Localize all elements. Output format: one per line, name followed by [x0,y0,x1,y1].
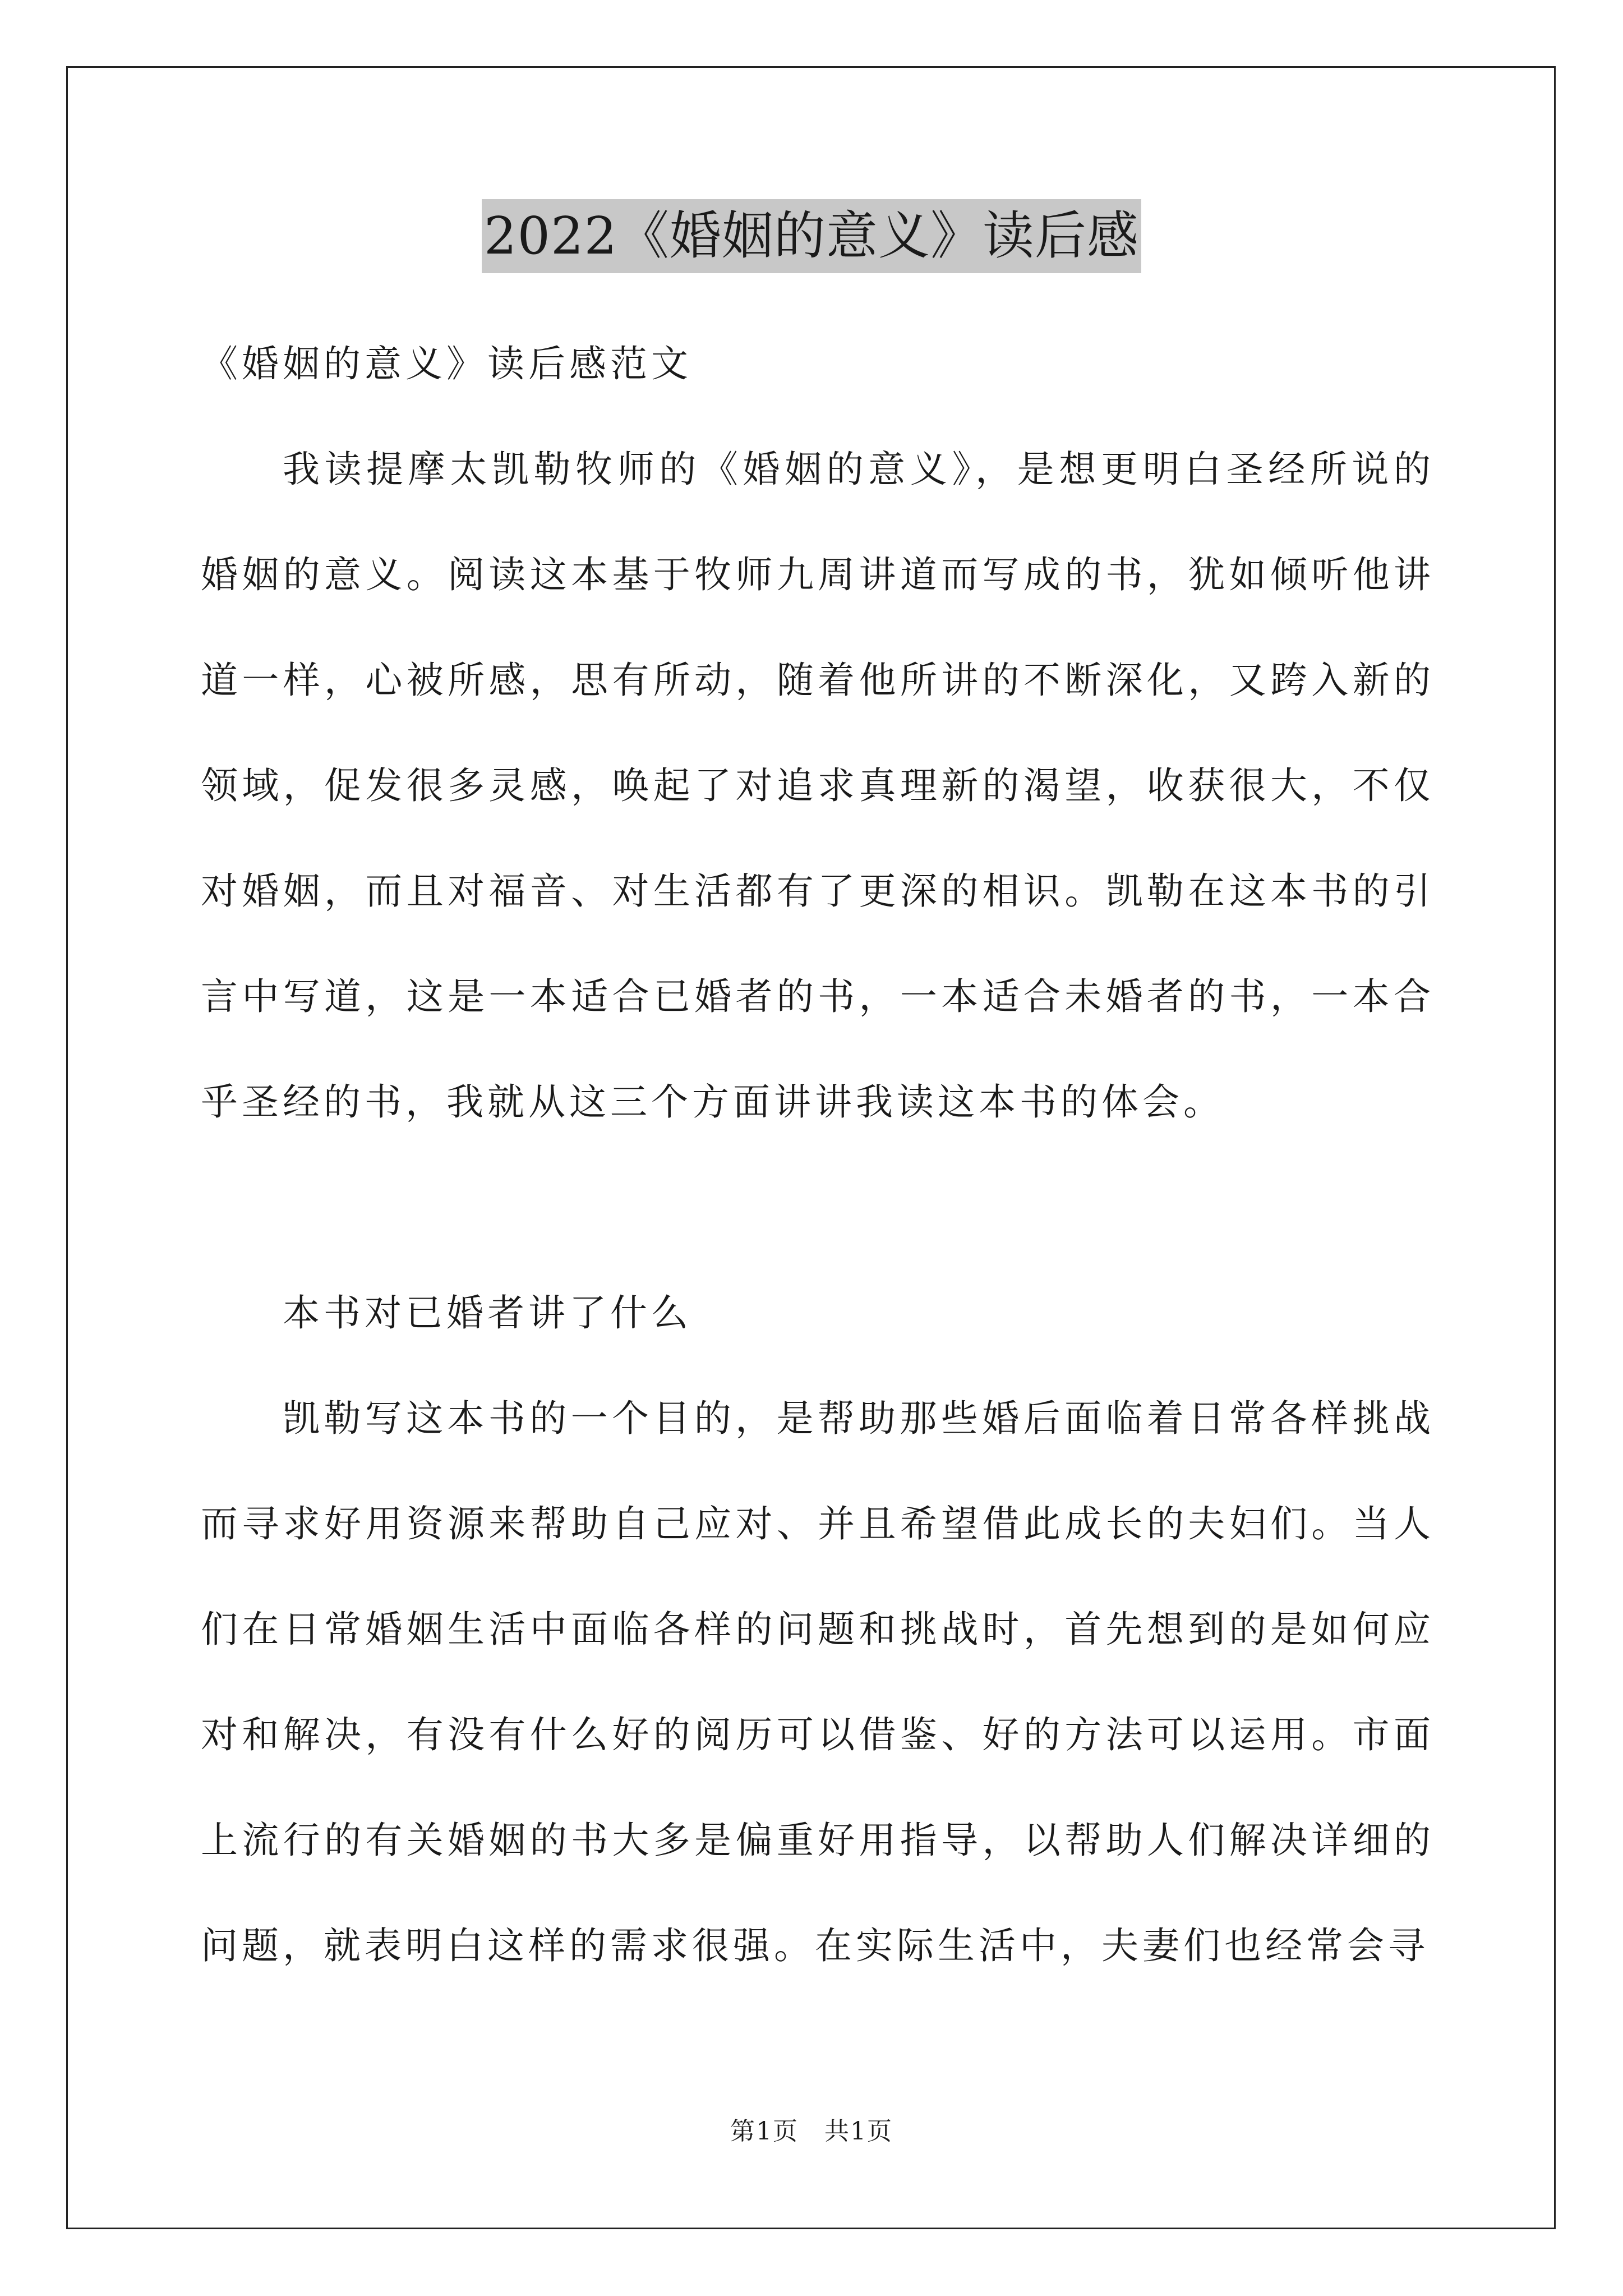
page-total: 共1页 [824,2117,893,2146]
document-body [201,311,1435,1999]
page-number: 第1页 [730,2117,799,2146]
page-footer [0,2115,1623,2148]
section-heading: 本书对已婚者讲了什么 [283,1291,692,1335]
document-title: 2022《婚姻的意义》读后感 [482,199,1141,273]
document-subtitle: 《婚姻的意义》读后感范文 [201,342,692,385]
title-container [0,199,1623,273]
paragraph: 我读提摩太凯勒牧师的《婚姻的意义》，是想更明白圣经所说的婚姻的意义。阅读这本基于牧师九周讲道而写成的书，犹如倾听他讲道一样，心被所感，思有所动，随着他所讲的不断深化，又跨入新的领域，促发很多灵感，唤起了对追求真理新的渴望，收获很大，不仅对婚姻，而且对福音、对生活都有了更深的相识。凯勒在这本书的引言中写道，这是一本适合已婚者的书，一本适合未婚者的书，一本合乎圣经的书，我就从这三个方面讲讲我读这本书的体会。 [201,448,1435,1124]
paragraph: 凯勒写这本书的一个目的，是帮助那些婚后面临着日常各样挑战而寻求好用资源来帮助自己应对、并且希望借此成长的夫妇们。当人们在日常婚姻生活中面临各样的问题和挑战时，首先想到的是如何应对和解决，有没有什么好的阅历可以借鉴、好的方法可以运用。市面上流行的有关婚姻的书大多是偏重好用指导，以帮助人们解决详细的问题，就表明白这样的需求很强。在实际生活中，夫妻们也经常会寻 [201,1397,1435,1967]
